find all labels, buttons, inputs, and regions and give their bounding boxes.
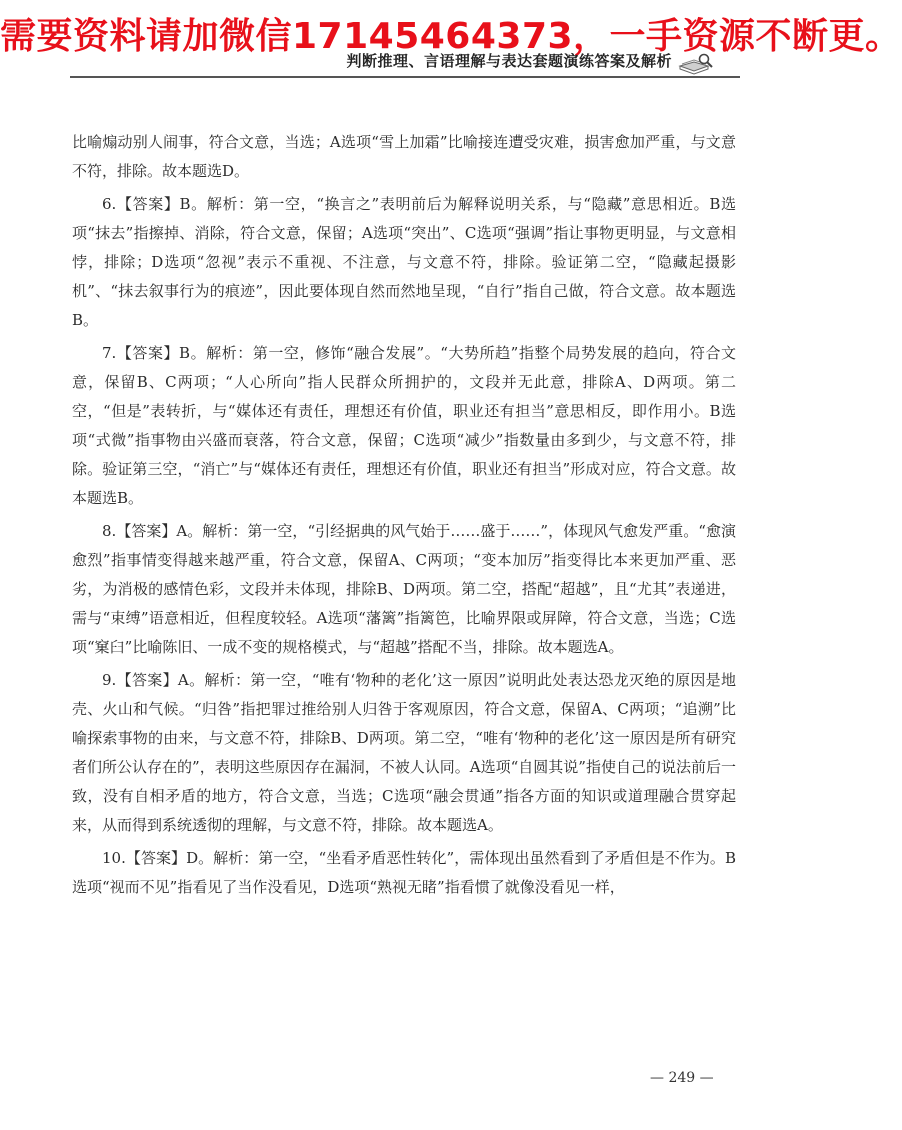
paragraph-continuation: 比喻煽动别人闹事，符合文意，当选；A选项“雪上加霜”比喻接连遭受灾难，损害愈加严重，与文意不符，排除。故本题选D。 — [72, 133, 736, 180]
answer-explanations — [72, 128, 736, 906]
answer-6: 6.【答案】B。解析：第一空，“换言之”表明前后为解释说明关系，与“隐藏”意思相近。B选项“抹去”指擦掉、消除，符合文意，保留；A选项“突出”、C选项“强调”指让事物更明显，与文意相悖，排除；D选项“忽视”表示不重视、不注意，与文意不符，排除。验证第二空，“隐藏起摄影机”、“抹去叙事行为的痕迹”，因此要体现自然而然地呈现，“自行”指自己做，符合文意。故本题选B。 — [72, 195, 736, 329]
header-rule — [70, 76, 740, 78]
answer-9: 9.【答案】A。解析：第一空，“唯有‘物种的老化’这一原因”说明此处表达恐龙灭绝的原因是地壳、火山和气候。“归咎”指把罪过推给别人归咎于客观原因，符合文意，保留A、C两项；“追溯”比喻探索事物的由来，与文意不符，排除B、D两项。第二空，“唯有‘物种的老化’这一原因是所有研究者们所公认存在的”，表明这些原因存在漏洞，不被人认同。A选项“自圆其说”指使自己的说法前后一致，没有自相矛盾的地方，符合文意，当选；C选项“融会贯通”指各方面的知识或道理融合贯穿起来，从而得到系统透彻的理解，与文意不符，排除。故本题选A。 — [72, 671, 736, 834]
book-magnifier-icon — [678, 52, 714, 76]
answer-10: 10.【答案】D。解析：第一空，“坐看矛盾恶性转化”，需体现出虽然看到了矛盾但是不作为。B选项“视而不见”指看见了当作没看见，D选项“熟视无睹”指看惯了就像没看见一样， — [72, 849, 736, 896]
running-head: 判断推理、言语理解与表达套题演练答案及解析 — [346, 52, 672, 70]
page-number: — 249 — — [650, 1070, 714, 1086]
answer-8: 8.【答案】A。解析：第一空，“引经据典的风气始于……盛于……”，体现风气愈发严重。“愈演愈烈”指事情变得越来越严重，符合文意，保留A、C两项；“变本加厉”指变得比本来更加严重、恶劣，为消极的感情色彩，文段并未体现，排除B、D两项。第二空，搭配“超越”，且“尤其”表递进，需与“束缚”语意相近，但程度较轻。A选项“藩篱”指篱笆，比喻界限或屏障，符合文意，当选；C选项“窠臼”比喻陈旧、一成不变的规格模式，与“超越”搭配不当，排除。故本题选A。 — [72, 522, 736, 656]
answer-7: 7.【答案】B。解析：第一空，修饰“融合发展”。“大势所趋”指整个局势发展的趋向，符合文意，保留B、C两项；“人心所向”指人民群众所拥护的，文段并无此意，排除A、D两项。第二空，“但是”表转折，与“媒体还有责任，理想还有价值，职业还有担当”意思相反，即作用小。B选项“式微”指事物由兴盛而衰落，符合文意，保留；C选项“减少”指数量由多到少，与文意不符，排除。验证第三空，“消亡”与“媒体还有责任，理想还有价值，职业还有担当”形成对应，符合文意。故本题选B。 — [72, 344, 736, 507]
promo-banner: 需要资料请加微信17145464373，一手资源不断更。 — [0, 16, 902, 57]
